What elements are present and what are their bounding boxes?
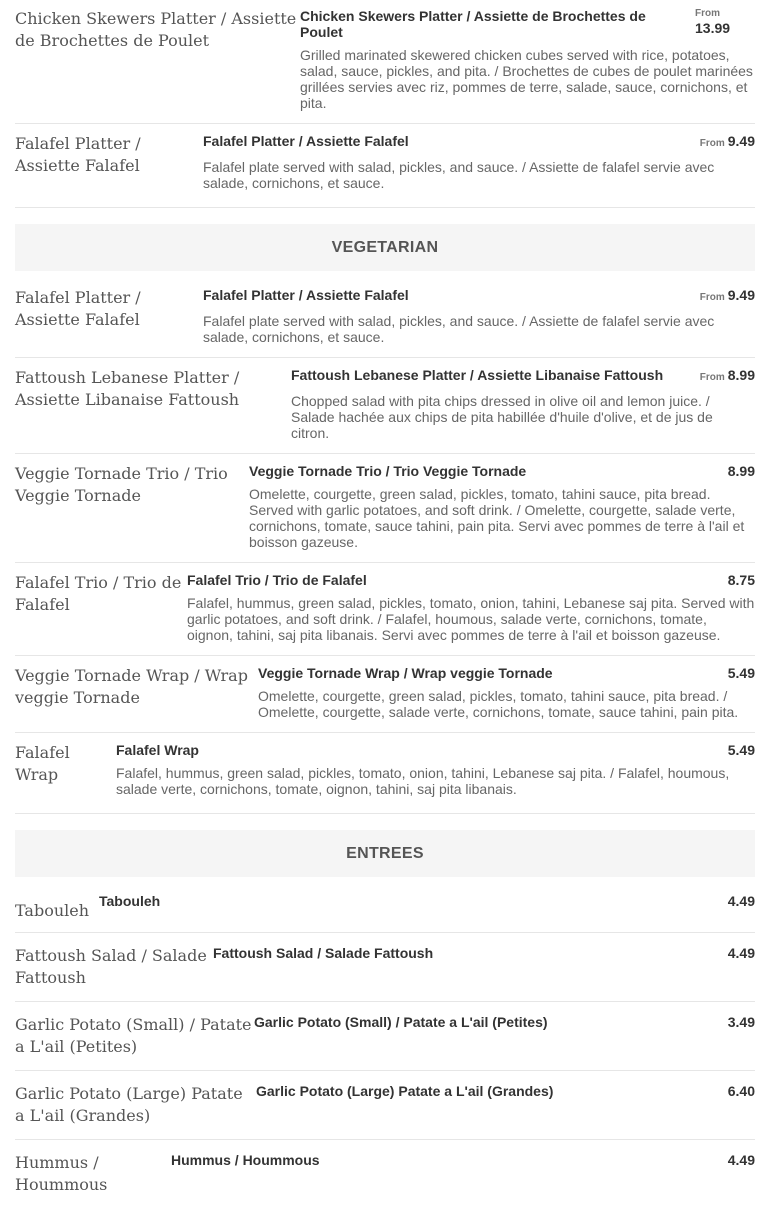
item-image: Falafel Trio / Trio de Falafel bbox=[15, 573, 182, 614]
item-price bbox=[720, 893, 755, 909]
menu-item[interactable] bbox=[15, 733, 755, 814]
item-description: Omelette, courgette, green salad, pickles, tomato, tahini sauce, pita bread. / Omelette, courgette, salade verte, cornichons, tomate, sauce tahini, pain pita. bbox=[258, 688, 739, 720]
price-value: 9.49 bbox=[727, 287, 755, 303]
item-description: Falafel plate served with salad, pickles, and sauce. / Assiette de falafel servie avec salade, cornichons, et sauce. bbox=[203, 159, 715, 191]
item-price bbox=[720, 463, 755, 479]
item-name: Falafel Platter / Assiette Falafel bbox=[203, 133, 409, 149]
item-image: Chicken Skewers Platter / Assiette de Brochettes de Poulet bbox=[15, 9, 297, 50]
price-prefix: From bbox=[699, 372, 725, 383]
item-name: Fattoush Salad / Salade Fattoush bbox=[213, 945, 434, 961]
item-image: Hummus / Hoummous bbox=[15, 1153, 108, 1194]
item-description: Chopped salad with pita chips dressed in olive oil and lemon juice. / Salade hachée aux chips de pita habillée d'huile d'olive, et de jus de citron. bbox=[291, 393, 713, 441]
item-price bbox=[692, 287, 755, 306]
item-body bbox=[256, 1083, 755, 1127]
price-value: 5.49 bbox=[727, 742, 755, 758]
item-price bbox=[692, 133, 755, 152]
item-price bbox=[720, 1083, 755, 1099]
item-description: Falafel plate served with salad, pickles, and sauce. / Assiette de falafel servie avec salade, cornichons, et sauce. bbox=[203, 313, 715, 345]
item-body bbox=[291, 367, 755, 441]
item-name: Chicken Skewers Platter / Assiette de Brochettes de Poulet bbox=[300, 8, 646, 40]
item-name: Hummus / Hoummous bbox=[171, 1152, 320, 1168]
item-name: Fattoush Lebanese Platter / Assiette Libanaise Fattoush bbox=[291, 367, 664, 383]
item-name: Falafel Trio / Trio de Falafel bbox=[187, 572, 367, 588]
price-value: 6.40 bbox=[727, 1083, 755, 1099]
item-image: Fattoush Lebanese Platter / Assiette Libanaise Fattoush bbox=[15, 368, 240, 409]
menu-item[interactable] bbox=[15, 287, 755, 358]
menu-item[interactable] bbox=[15, 656, 755, 733]
item-body bbox=[203, 287, 755, 345]
item-body bbox=[187, 572, 755, 643]
item-body bbox=[249, 463, 755, 550]
item-body bbox=[258, 665, 755, 720]
item-name: Veggie Tornade Wrap / Wrap veggie Tornade bbox=[258, 665, 553, 681]
price-prefix: From bbox=[699, 138, 725, 149]
menu-item[interactable] bbox=[15, 358, 755, 454]
menu-item[interactable] bbox=[15, 933, 755, 1002]
price-value: 8.99 bbox=[727, 367, 755, 383]
price-value: 4.49 bbox=[727, 893, 755, 909]
section-title: VEGETARIAN bbox=[331, 238, 439, 256]
item-name: Tabouleh bbox=[99, 893, 161, 909]
item-name: Garlic Potato (Large) Patate a L'ail (Grandes) bbox=[256, 1083, 554, 1099]
item-name: Falafel Platter / Assiette Falafel bbox=[203, 287, 409, 303]
item-image: Falafel Wrap bbox=[15, 743, 70, 784]
item-description: Grilled marinated skewered chicken cubes served with rice, potatoes, salad, sauce, pickles, and pita. / Brochettes de cubes de poulet marinées grillées servies avec riz, pommes de terre, salade, sauce, cornichons, et pita. bbox=[300, 47, 753, 111]
item-body bbox=[116, 742, 755, 797]
item-price bbox=[695, 8, 755, 36]
price-value: 13.99 bbox=[695, 20, 731, 36]
item-price bbox=[720, 572, 755, 588]
price-value: 9.49 bbox=[727, 133, 755, 149]
item-image: Veggie Tornade Wrap / Wrap veggie Tornade bbox=[15, 666, 248, 707]
price-value: 8.99 bbox=[727, 463, 755, 479]
menu-item[interactable] bbox=[15, 1140, 755, 1208]
price-value: 3.49 bbox=[727, 1014, 755, 1030]
item-price bbox=[720, 1014, 755, 1030]
item-image: Garlic Potato (Large) Patate a L'ail (Grandes) bbox=[15, 1084, 243, 1125]
price-value: 5.49 bbox=[727, 665, 755, 681]
item-price bbox=[692, 367, 755, 386]
item-image: Tabouleh bbox=[15, 901, 90, 920]
item-name: Garlic Potato (Small) / Patate a L'ail (Petites) bbox=[254, 1014, 548, 1030]
item-price bbox=[720, 945, 755, 961]
section-header-entrees bbox=[15, 830, 755, 877]
item-body bbox=[171, 1152, 755, 1196]
item-body bbox=[213, 945, 755, 989]
item-image: Fattoush Salad / Salade Fattoush bbox=[15, 946, 207, 987]
section-header-vegetarian bbox=[15, 224, 755, 271]
item-price bbox=[720, 1152, 755, 1168]
menu-item[interactable] bbox=[15, 124, 755, 208]
item-body bbox=[99, 893, 755, 922]
item-price bbox=[720, 742, 755, 758]
section-title: ENTREES bbox=[346, 844, 424, 862]
menu-item[interactable] bbox=[15, 1002, 755, 1071]
price-value: 4.49 bbox=[727, 1152, 755, 1168]
price-prefix: From bbox=[695, 8, 720, 19]
menu-item[interactable] bbox=[15, 893, 755, 933]
item-body bbox=[203, 133, 755, 191]
item-name: Veggie Tornade Trio / Trio Veggie Tornade bbox=[249, 463, 527, 479]
item-description: Omelette, courgette, green salad, pickles, tomato, tahini sauce, pita bread. Served with garlic potatoes, and soft drink. / Omelette, courgette, salade verte, cornichons, tomate, sauce tahini, pain pita. Servi avec pommes de terre à l'ail et boisson gazeuse. bbox=[249, 486, 745, 550]
item-price bbox=[720, 665, 755, 681]
price-value: 4.49 bbox=[727, 945, 755, 961]
price-value: 8.75 bbox=[727, 572, 755, 588]
item-body bbox=[254, 1014, 755, 1058]
menu-item[interactable] bbox=[15, 0, 755, 124]
item-body bbox=[300, 8, 755, 111]
item-image: Veggie Tornade Trio / Trio Veggie Tornade bbox=[15, 464, 228, 505]
menu-item[interactable] bbox=[15, 454, 755, 563]
item-description: Falafel, hummus, green salad, pickles, tomato, onion, tahini, Lebanese saj pita. / Falafel, houmous, salade verte, cornichons, tomate, oignon, tahini, saj pita libanais. bbox=[116, 765, 730, 797]
item-image: Falafel Platter / Assiette Falafel bbox=[15, 288, 141, 329]
item-image: Garlic Potato (Small) / Patate a L'ail (Petites) bbox=[15, 1015, 252, 1056]
menu-item[interactable] bbox=[15, 563, 755, 656]
item-name: Falafel Wrap bbox=[116, 742, 199, 758]
price-prefix: From bbox=[699, 292, 725, 303]
menu-list bbox=[15, 0, 755, 1208]
menu-item[interactable] bbox=[15, 1071, 755, 1140]
item-description: Falafel, hummus, green salad, pickles, tomato, onion, tahini, Lebanese saj pita. Served with garlic potatoes, and soft drink. / Falafel, houmous, salade verte, cornichons, tomate, oignon, tahini, saj pita libanais. Servi avec pommes de terre à l'ail et boisson gazeuse. bbox=[187, 595, 755, 643]
item-image: Falafel Platter / Assiette Falafel bbox=[15, 134, 141, 175]
